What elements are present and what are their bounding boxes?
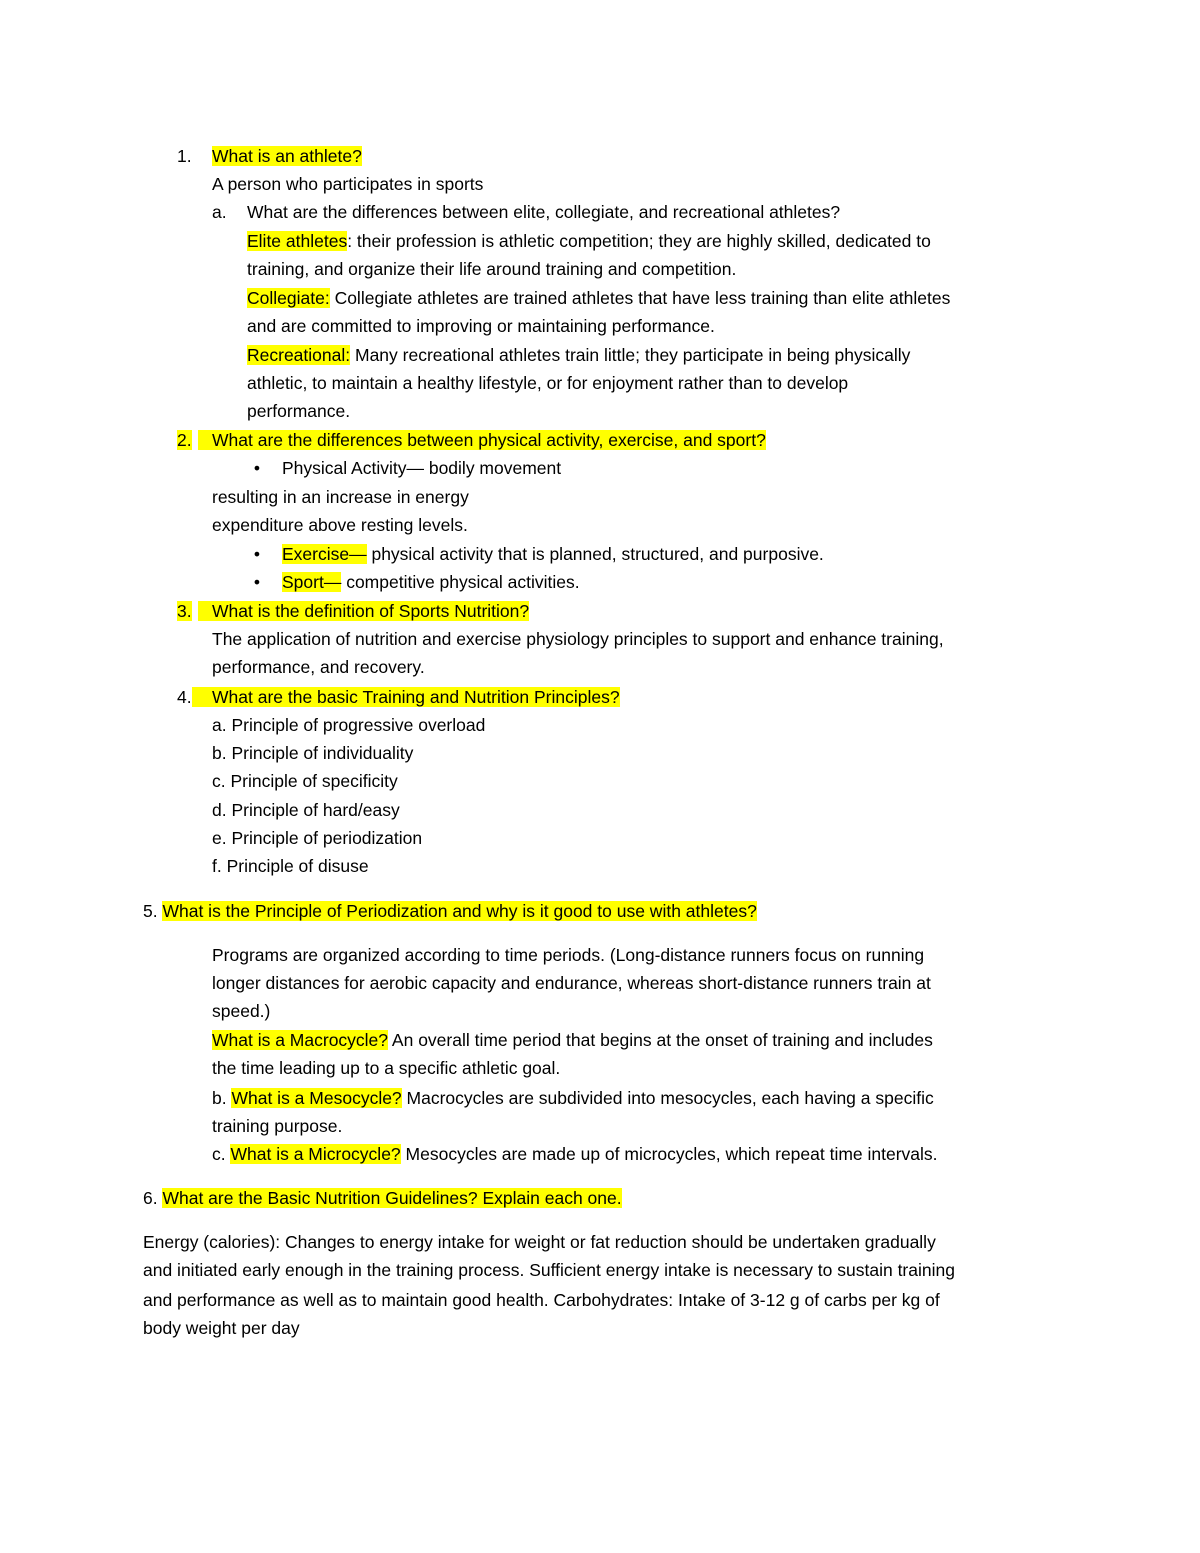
macro-text: An overall time period that begins at the onset of training and includes bbox=[388, 1030, 933, 1050]
q2-question bbox=[198, 428, 766, 452]
q5-answer-3: speed.) bbox=[212, 1001, 271, 1021]
pa-bullet bbox=[252, 456, 262, 480]
q5-answer-2: longer distances for aerobic capacity and endurance, whereas short-distance runners train at bbox=[212, 973, 931, 993]
meso-line-2: training purpose. bbox=[212, 1116, 343, 1136]
q1-answer: A person who participates in sports bbox=[212, 174, 484, 194]
q6-answer-3: and performance as well as to maintain good health. Carbohydrates: Intake of 3-12 g of carbs per kg of bbox=[143, 1290, 940, 1310]
q6-answer-1: Energy (calories): Changes to energy intake for weight or fat reduction should be undertaken gradually bbox=[143, 1232, 936, 1252]
micro-line bbox=[212, 1142, 938, 1166]
sport-text: competitive physical activities. bbox=[341, 572, 580, 592]
micro-prefix: c. bbox=[212, 1144, 231, 1164]
exercise-text: physical activity that is planned, structured, and purposive. bbox=[366, 544, 824, 564]
elite-label: Elite athletes bbox=[247, 231, 348, 251]
q4-item-d: d. Principle of hard/easy bbox=[212, 800, 400, 820]
macro-line-2: the time leading up to a specific athletic goal. bbox=[212, 1058, 561, 1078]
q6-number: 6. bbox=[143, 1188, 163, 1208]
q1a-question: What are the differences between elite, collegiate, and recreational athletes? bbox=[247, 202, 841, 222]
q6-answer-2: and initiated early enough in the training process. Sufficient energy intake is necessary to sustain training bbox=[143, 1260, 955, 1280]
q3-number-text: 3. bbox=[177, 601, 192, 621]
collegiate-line-1 bbox=[247, 286, 950, 310]
elite-text: : their profession is athletic competition; they are highly skilled, dedicated to bbox=[347, 231, 931, 251]
q5-heading bbox=[143, 899, 757, 923]
elite-line-1 bbox=[247, 229, 931, 253]
q4-item-c: c. Principle of specificity bbox=[212, 771, 398, 791]
sport-line bbox=[282, 570, 580, 594]
collegiate-label: Collegiate: bbox=[247, 288, 330, 308]
exercise-label: Exercise— bbox=[282, 544, 367, 564]
sport-label: Sport— bbox=[282, 572, 342, 592]
q6-question: What are the Basic Nutrition Guidelines? Explain each one. bbox=[162, 1188, 622, 1208]
meso-label: What is a Mesocycle? bbox=[231, 1088, 402, 1108]
q3-question-text: What is the definition of Sports Nutrition? bbox=[198, 601, 529, 621]
recreational-text: Many recreational athletes train little; they participate in being physically bbox=[350, 345, 911, 365]
meso-line-1 bbox=[212, 1086, 934, 1110]
q4-question-text: What are the basic Training and Nutrition Principles? bbox=[192, 687, 620, 707]
collegiate-text: Collegiate athletes are trained athletes that have less training than elite athletes bbox=[329, 288, 951, 308]
q2-number bbox=[177, 428, 192, 452]
micro-text: Mesocycles are made up of microcycles, which repeat time intervals. bbox=[400, 1144, 938, 1164]
q3-number bbox=[177, 599, 192, 623]
macro-line-1 bbox=[212, 1028, 933, 1052]
q1-question bbox=[212, 144, 362, 168]
pa-line-1: Physical Activity— bodily movement bbox=[282, 458, 562, 478]
exercise-line bbox=[282, 542, 824, 566]
pa-line-3: expenditure above resting levels. bbox=[212, 515, 468, 535]
q6-heading bbox=[143, 1186, 622, 1210]
q3-question bbox=[198, 599, 529, 623]
recreational-line-3: performance. bbox=[247, 401, 351, 421]
micro-label: What is a Microcycle? bbox=[230, 1144, 401, 1164]
recreational-label: Recreational: bbox=[247, 345, 351, 365]
q2-number-text: 2. bbox=[177, 430, 192, 450]
q4-number: 4. bbox=[177, 687, 192, 707]
recreational-line-2: athletic, to maintain a healthy lifestyle, or for enjoyment rather than to develop bbox=[247, 373, 849, 393]
q6-answer-4: body weight per day bbox=[143, 1318, 300, 1338]
q4-item-a: a. Principle of progressive overload bbox=[212, 715, 486, 735]
recreational-line-1 bbox=[247, 343, 910, 367]
elite-line-2: training, and organize their life around training and competition. bbox=[247, 259, 737, 279]
exercise-bullet bbox=[252, 542, 262, 566]
macro-label: What is a Macrocycle? bbox=[212, 1030, 389, 1050]
collegiate-line-2: and are committed to improving or maintaining performance. bbox=[247, 316, 715, 336]
q3-answer-2: performance, and recovery. bbox=[212, 657, 425, 677]
bullet-icon: • bbox=[253, 572, 261, 592]
pa-line-2: resulting in an increase in energy bbox=[212, 487, 469, 507]
meso-prefix: b. bbox=[212, 1088, 232, 1108]
q4-item-e: e. Principle of periodization bbox=[212, 828, 423, 848]
q5-number: 5. bbox=[143, 901, 163, 921]
q1a-letter: a. bbox=[212, 202, 227, 222]
q1-question-text: What is an athlete? bbox=[212, 146, 362, 166]
bullet-icon: • bbox=[253, 458, 261, 478]
bullet-icon: • bbox=[253, 544, 261, 564]
sport-bullet bbox=[252, 570, 262, 594]
q4-item-b: b. Principle of individuality bbox=[212, 743, 414, 763]
q5-question: What is the Principle of Periodization and why is it good to use with athletes? bbox=[162, 901, 757, 921]
q4-question bbox=[192, 685, 620, 709]
q2-question-text: What are the differences between physical activity, exercise, and sport? bbox=[198, 430, 766, 450]
q5-answer-1: Programs are organized according to time periods. (Long-distance runners focus on running bbox=[212, 945, 925, 965]
meso-text: Macrocycles are subdivided into mesocycles, each having a specific bbox=[401, 1088, 934, 1108]
q4-item-f: f. Principle of disuse bbox=[212, 856, 369, 876]
q3-answer-1: The application of nutrition and exercise physiology principles to support and enhance training, bbox=[212, 629, 944, 649]
q1-number: 1. bbox=[177, 146, 192, 166]
